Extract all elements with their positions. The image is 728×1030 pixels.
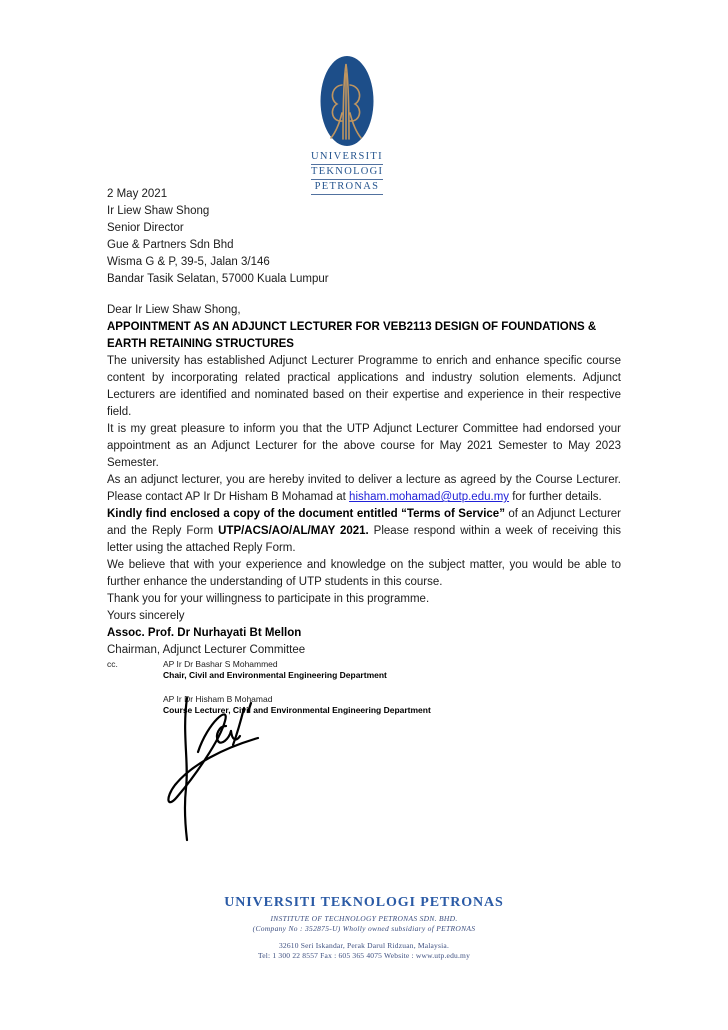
paragraph-6: Thank you for your willingness to participate in this programme. [107, 593, 430, 605]
closing: Yours sincerely [107, 610, 185, 622]
signer-title: Chairman, Adjunct Lecturer Committee [107, 644, 306, 656]
cc-label: cc. [107, 659, 118, 669]
footer-address: 32610 Seri Iskandar, Perak Darul Ridzuan, Malaysia. [278, 941, 450, 950]
cc-entry-1-title: Chair, Civil and Environmental Engineering Department [163, 669, 387, 680]
recipient-role: Senior Director [107, 222, 184, 234]
signer-name: Assoc. Prof. Dr Nurhayati Bt Mellon [107, 627, 302, 639]
footer-company-line1: INSTITUTE OF TECHNOLOGY PETRONAS SDN. BHD. [270, 914, 458, 923]
cc-entries [163, 659, 431, 729]
recipient-address-block [107, 203, 621, 288]
paragraph-1: The university has established Adjunct Lecturer Programme to enrich and enhance specific course content by incorporating related practical applications and industry solution elements. Adjunct Lecturers are identified and nominated based on their expertise and experience in their respective field. [107, 355, 621, 418]
utp-logo [311, 55, 383, 195]
salutation: Dear Ir Liew Shaw Shong, [107, 304, 241, 316]
letter-date: 2 May 2021 [107, 188, 168, 200]
paragraph-3 [107, 472, 621, 506]
recipient-name: Ir Liew Shaw Shong [107, 205, 210, 217]
cc-entry-2 [163, 694, 431, 715]
wordmark-line-1: UNIVERSITI [311, 150, 383, 165]
recipient-address-line1: Wisma G & P, 39-5, Jalan 3/146 [107, 256, 270, 268]
paragraph-3-text: As an adjunct lecturer, you are hereby invited to deliver a lecture as agreed by the Course Lecturer. Please contact AP Ir Dr Hisham B Mohamad at [107, 474, 621, 503]
cc-entry-1-name: AP Ir Dr Bashar S Mohammed [163, 659, 278, 669]
letterhead-footer [0, 894, 728, 960]
cc-entry-2-title: Course Lecturer, Civil and Environmental Engineering Department [163, 704, 431, 715]
cc-entry-1 [163, 659, 431, 680]
paragraph-4-bold-terms: Kindly find enclosed a copy of the document entitled “Terms of Service” [107, 508, 505, 520]
letter-body [107, 186, 621, 729]
footer-contact: Tel: 1 300 22 8557 Fax : 605 365 4075 Website : www.utp.edu.my [257, 950, 471, 960]
paragraph-5: We believe that with your experience and knowledge on the subject matter, you would be able to further enhance the understanding of UTP students in this course. [107, 559, 621, 588]
paragraph-4 [107, 506, 621, 557]
cc-entry-2-name: AP Ir Dr Hisham B Mohamad [163, 694, 273, 704]
wordmark-line-3: PETRONAS [311, 180, 383, 195]
paragraph-3-text-after: for further details. [509, 491, 602, 503]
paragraph-4-bold-refno: UTP/ACS/AO/AL/MAY 2021. [218, 525, 369, 537]
subject-line: APPOINTMENT AS AN ADJUNCT LECTURER FOR VEB2113 DESIGN OF FOUNDATIONS & EARTH RETAINING STRUCTURES [107, 321, 597, 350]
wordmark-line-2: TEKNOLOGI [311, 165, 383, 180]
paragraph-4-text-after: Please respond within a week of receiving this letter using the attached Reply Form. [107, 525, 622, 554]
cc-block [107, 659, 621, 729]
footer-company-line2: (Company No : 352875-U) Wholly owned subsidiary of PETRONAS [252, 923, 476, 933]
recipient-company: Gue & Partners Sdn Bhd [107, 239, 234, 251]
paragraph-4-text: of an Adjunct Lecturer and the Reply Form [107, 508, 621, 537]
recipient-address-line2: Bandar Tasik Selatan, 57000 Kuala Lumpur [107, 273, 329, 285]
contact-email-link[interactable]: hisham.mohamad@utp.edu.my [349, 491, 510, 503]
footer-org-name: UNIVERSITI TEKNOLOGI PETRONAS [224, 895, 504, 910]
paragraph-2: It is my great pleasure to inform you that the UTP Adjunct Lecturer Committee had endorsed your appointment as an Adjunct Lecturer for the above course for May 2021 Semester to May 2023 Semester. [107, 423, 621, 469]
utp-emblem-icon [320, 55, 374, 147]
